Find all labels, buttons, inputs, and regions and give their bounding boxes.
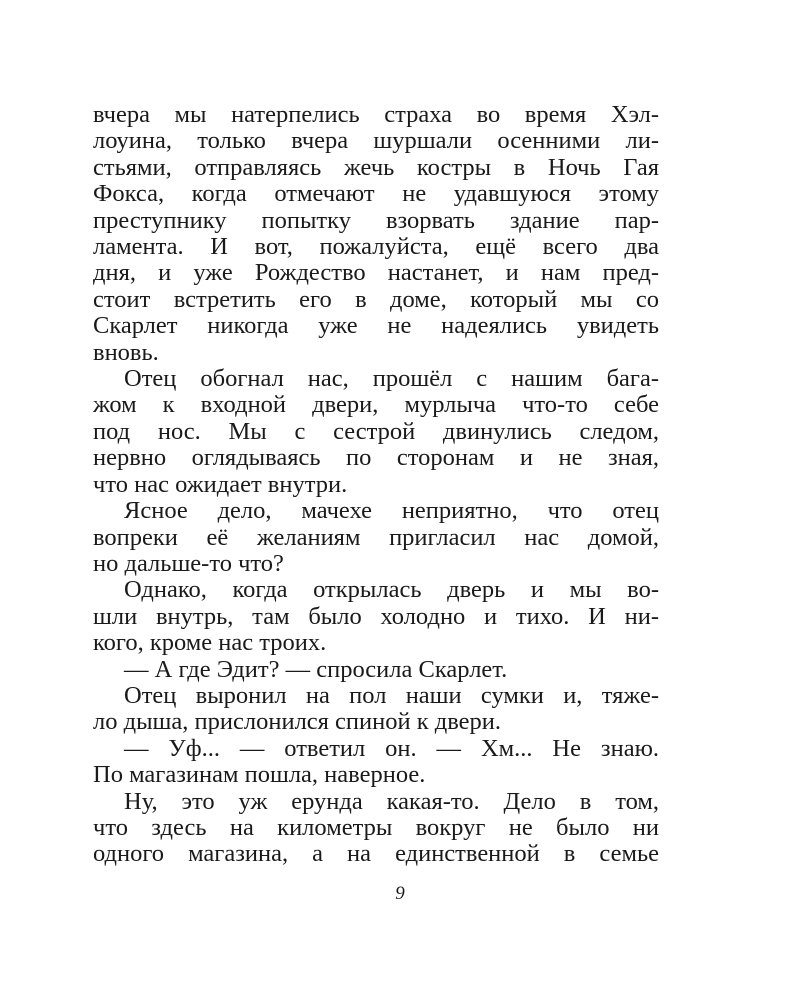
text-line: Скарлет никогда уже не надеялись увидеть [93,312,659,340]
text-line: Ясное дело, мачехе неприятно, что отец [124,497,659,525]
text-line: дня, и уже Рождество настанет, и нам пред- [93,259,659,287]
text-line: Отец выронил на пол наши сумки и, тяже- [124,681,659,709]
text-line: жом к входной двери, мурлыча что-то себе [93,391,659,419]
text-line: преступнику попытку взорвать здание пар- [93,206,659,234]
text-line: — Уф... — ответил он. — Хм... Не знаю. [124,734,659,762]
text-line: вопреки её желаниям пригласил нас домой, [93,523,659,551]
text-line: По магазинам пошла, наверное. [93,761,426,789]
text-line: Фокса, когда отмечают не удавшуюся этому [93,180,659,208]
text-line: Отец обогнал нас, прошёл с нашим бага- [124,365,659,393]
text-line: ло дыша, прислонился спиной к двери. [93,708,502,736]
text-line: нервно оглядываясь по сторонам и не зная, [93,444,659,472]
text-line: ламента. И вот, пожалуйста, ещё всего два [93,233,659,261]
page-number: 9 [395,883,405,904]
text-line: Ну, это уж ерунда какая-то. Дело в том, [124,787,659,815]
text-line: лоуина, только вчера шуршали осенними ли- [93,127,659,155]
text-line: что нас ожидает внутри. [93,470,348,498]
text-line: шли внутрь, там было холодно и тихо. И ни- [93,602,659,630]
text-line: вчера мы натерпелись страха во время Хэл- [93,101,659,128]
text-line: Однако, когда открылась дверь и мы во- [124,576,659,604]
text-line: но дальше-то что? [93,549,284,577]
text-line: кого, кроме нас троих. [93,629,327,657]
text-line: что здесь на километры вокруг не было ни [93,813,659,841]
text-line: — А где Эдит? — спросила Скарлет. [124,655,508,683]
text-line: стьями, отправляясь жечь костры в Ночь Гая [93,153,659,181]
text-line: под нос. Мы с сестрой двинулись следом, [93,417,659,445]
text-line: стоит встретить его в доме, который мы со [93,285,659,313]
body-text [93,102,659,868]
text-line: одного магазина, а на единственной в семье [93,840,659,868]
text-line: вновь. [93,338,159,366]
